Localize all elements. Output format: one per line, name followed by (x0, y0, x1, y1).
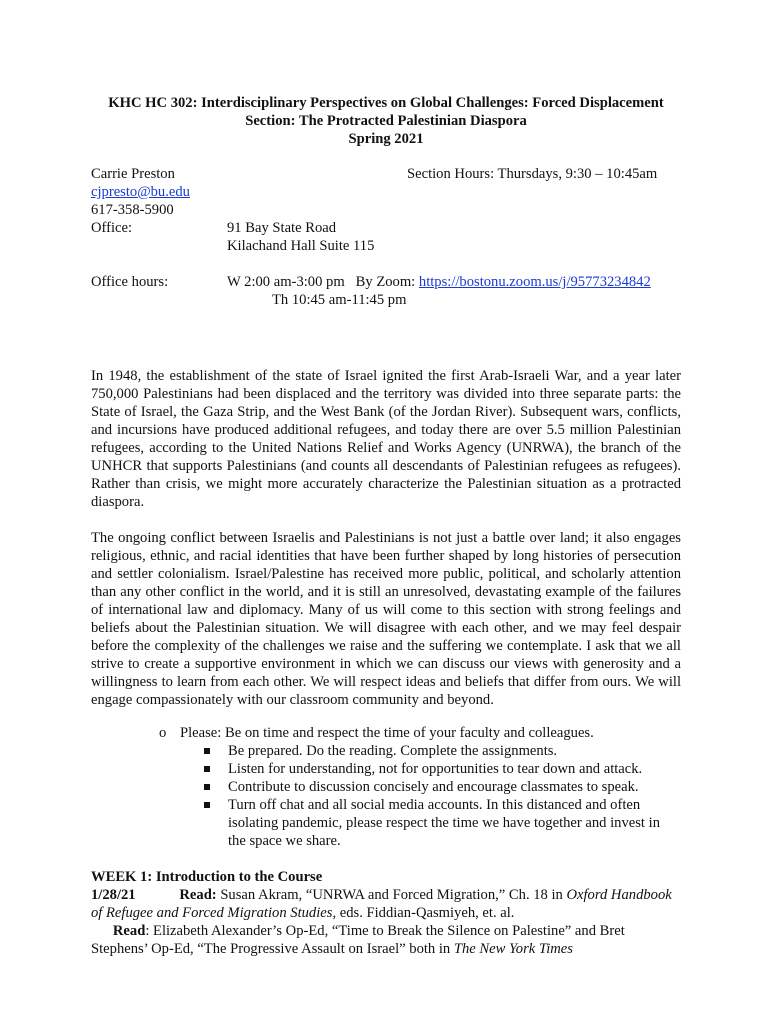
week-1-section (91, 868, 681, 958)
office-hours-wednesday: W 2:00 am-3:00 pm (227, 274, 345, 290)
zoom-label: By Zoom: (355, 274, 416, 290)
course-title: KHC HC 302: Interdisciplinary Perspectives on Global Challenges: Forced Displacement (108, 95, 664, 111)
office-label: Office: (91, 220, 133, 236)
list-marker: o (159, 724, 167, 741)
bullet-square-icon (204, 766, 210, 772)
conflict-paragraph: The ongoing conflict between Israelis and Palestinians is not just a battle over land; it also engages religious, ethnic, and racial identities that have been further shaped by long histories of persecution and settler colonialism. Israel/Palestine has received more public, political, and scholarly attention than any other conflict in the world, and it is still an unresolved, devastating example of the failures of international law and diplomacy. Many of us will come to this section with strong feelings and beliefs about the Palestinian situation. We will disagree with each other, and we may feel despair before the complexity of the challenges we raise and the suffering we contemplate. I ask that we all strive to create a supportive environment in which we can discuss our views with generosity and a willingness to learn from each other. We will respect ideas and beliefs that differ from ours. We will engage compassionately with our classroom community and beyond. (91, 530, 681, 708)
week-1-reading-2: Read: Elizabeth Alexander’s Op-Ed, “Time to Break the Silence on Palestine” and Bret Stephens’ Op-Ed, “The Progressive Assault on Israel” both in The New York Times (91, 922, 625, 957)
book-title: Oxford Handbook of Refugee and Forced Migration Studies (91, 886, 672, 921)
office-address-line2: Kilachand Hall Suite 115 (227, 238, 375, 254)
bullet-square-icon (204, 748, 210, 754)
office-hours-label: Office hours: (91, 274, 169, 290)
list-item: Be prepared. Do the reading. Complete the assignments. (228, 742, 681, 760)
zoom-link[interactable]: https://bostonu.zoom.us/j/95773234842 (418, 274, 651, 290)
week-1-reading-1: 1/28/21 Read: Susan Akram, “UNRWA and Forced Migration,” Ch. 18 in Oxford Handbook of Refugee and Forced Migration Studies, eds. Fiddian-Qasmiyeh, et. al. (91, 886, 672, 921)
publication-title: The New York Times (453, 940, 573, 957)
instructor-name: Carrie Preston (91, 166, 175, 182)
list-item: Contribute to discussion concisely and encourage classmates to speak. (228, 778, 681, 796)
read-label: Read (112, 922, 146, 939)
office-hours-line (227, 273, 651, 291)
section-hours: Section Hours: Thursdays, 9:30 – 10:45am (407, 166, 658, 182)
contact-block (91, 165, 681, 327)
document-header (91, 94, 681, 148)
expectations-sublist (228, 742, 681, 850)
section-title: Section: The Protracted Palestinian Diaspora (245, 113, 527, 129)
office-hours-thursday: Th 10:45 am-11:45 pm (272, 292, 407, 308)
session-date: 1/28/21 (91, 886, 136, 903)
list-item: Listen for understanding, not for opportunities to tear down and attack. (228, 760, 681, 778)
term: Spring 2021 (348, 131, 424, 147)
instructor-phone: 617-358-5900 (91, 202, 174, 218)
bullet-square-icon (204, 784, 210, 790)
please-item: Please: Be on time and respect the time of your faculty and colleagues. (180, 724, 594, 741)
week-heading: WEEK 1: Introduction to the Course (91, 868, 323, 885)
syllabus-page (91, 94, 681, 958)
read-label: Read: (179, 886, 217, 903)
instructor-email-link[interactable]: cjpresto@bu.edu (91, 184, 190, 200)
office-address-line1: 91 Bay State Road (227, 220, 337, 236)
expectations-list (159, 724, 681, 742)
intro-paragraph: In 1948, the establishment of the state of Israel ignited the first Arab-Israeli War, and a year later 750,000 Palestinians had been displaced and the territory was divided into three separate parts: the State of Israel, the Gaza Strip, and the West Bank (of the Jordan River). Subsequent wars, conflicts, and incursions have produced additional refugees, and today there are over 5.5 million Palestinian refugees, according to the United Nations Relief and Works Agency (UNRWA), the branch of the UNHCR that supports Palestinians (and counts all descendants of Palestinian refugees as refugees). Rather than crisis, we might more accurately characterize the Palestinian situation as a protracted diaspora. (91, 368, 681, 510)
list-item: Turn off chat and all social media accounts. In this distanced and often isolating pandemic, please respect the time we have together and invest in the space we share. (228, 796, 681, 850)
bullet-square-icon (204, 802, 210, 808)
